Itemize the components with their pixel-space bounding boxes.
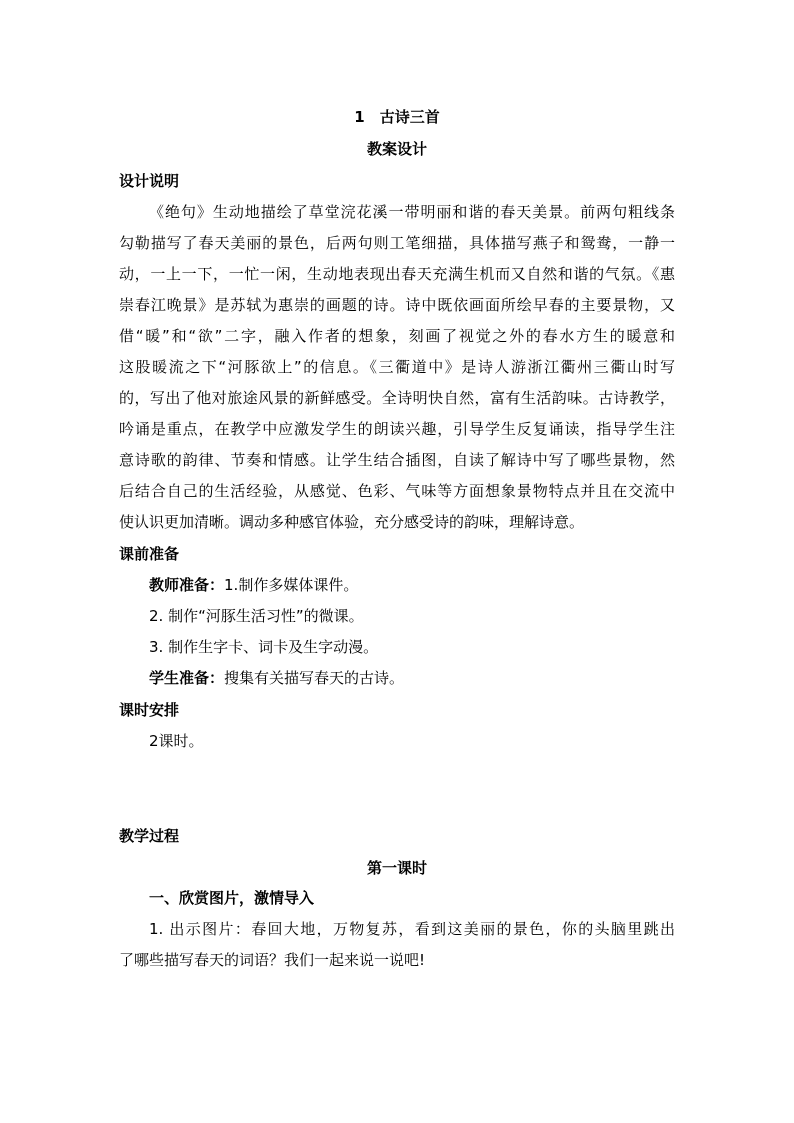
teacher-prep-item: 1.制作多媒体课件。 (224, 576, 359, 594)
paragraph-line: 动，一上一下，一忙一闲，生动地表现出春天充满生机而又自然和谐的气氛。《惠 (119, 265, 675, 283)
page-subtitle: 教案设计 (366, 140, 427, 158)
paragraph-line: 勾勒描写了春天美丽的景色，后两句则工笔细描，具体描写燕子和鸳鸯，一静一 (119, 234, 675, 252)
paragraph-line: 崇春江晚景》是苏轼为惠崇的画题的诗。诗中既依画面所绘早春的主要景物，又 (119, 296, 675, 314)
teacher-prep-line (149, 575, 358, 596)
schedule-text: 2课时。 (149, 732, 204, 750)
step-line: 1. 出示图片：春回大地，万物复苏，看到这美丽的景色，你的头脑里跳出 (149, 920, 675, 938)
teacher-prep-item: 2. 制作“河豚生活习性”的微课。 (149, 607, 364, 625)
paragraph-line: 使认识更加清晰。调动多种感官体验，充分感受诗的韵味，理解诗意。 (119, 513, 585, 531)
section-heading-process: 教学过程 (119, 827, 180, 845)
page-title: 1 古诗三首 (354, 108, 440, 126)
paragraph-line: 后结合自己的生活经验，从感觉、色彩、气味等方面想象景物特点并且在交流中 (119, 482, 675, 500)
paragraph-line: 吟诵是重点，在教学中应激发学生的朗读兴趣，引导学生反复诵读，指导学生注 (119, 420, 675, 438)
paragraph-line: 借“暖”和“欲”二字，融入作者的想象，刻画了视觉之外的春水方生的暖意和 (119, 327, 675, 345)
paragraph-line: 的，写出了他对旅途风景的新鲜感受。全诗明快自然，富有生活韵味。古诗教学， (119, 389, 675, 407)
section-heading-prep: 课前准备 (119, 545, 180, 563)
teacher-prep-label: 教师准备： (149, 576, 225, 594)
step-line: 了哪些描写春天的词语？我们一起来说一说吧! (119, 951, 426, 969)
student-prep-label: 学生准备： (149, 669, 225, 687)
section-heading-design: 设计说明 (119, 172, 180, 190)
teacher-prep-item: 3. 制作生字卡、词卡及生字动漫。 (149, 638, 379, 656)
paragraph-line: 这股暖流之下“河豚欲上”的信息。《三衢道中》是诗人游浙江衢州三衢山时写 (119, 358, 675, 376)
step-heading: 一、欣赏图片，激情导入 (149, 889, 315, 907)
student-prep-text: 搜集有关描写春天的古诗。 (224, 669, 405, 687)
paragraph-line: 意诗歌的韵律、节奏和情感。让学生结合插图，自读了解诗中写了哪些景物，然 (119, 451, 675, 469)
section-heading-schedule: 课时安排 (119, 701, 180, 719)
paragraph-line: 《绝句》生动地描绘了草堂浣花溪一带明丽和谐的春天美景。前两句粗线条 (149, 203, 675, 221)
lesson-title: 第一课时 (366, 859, 427, 877)
student-prep-line (149, 668, 404, 689)
